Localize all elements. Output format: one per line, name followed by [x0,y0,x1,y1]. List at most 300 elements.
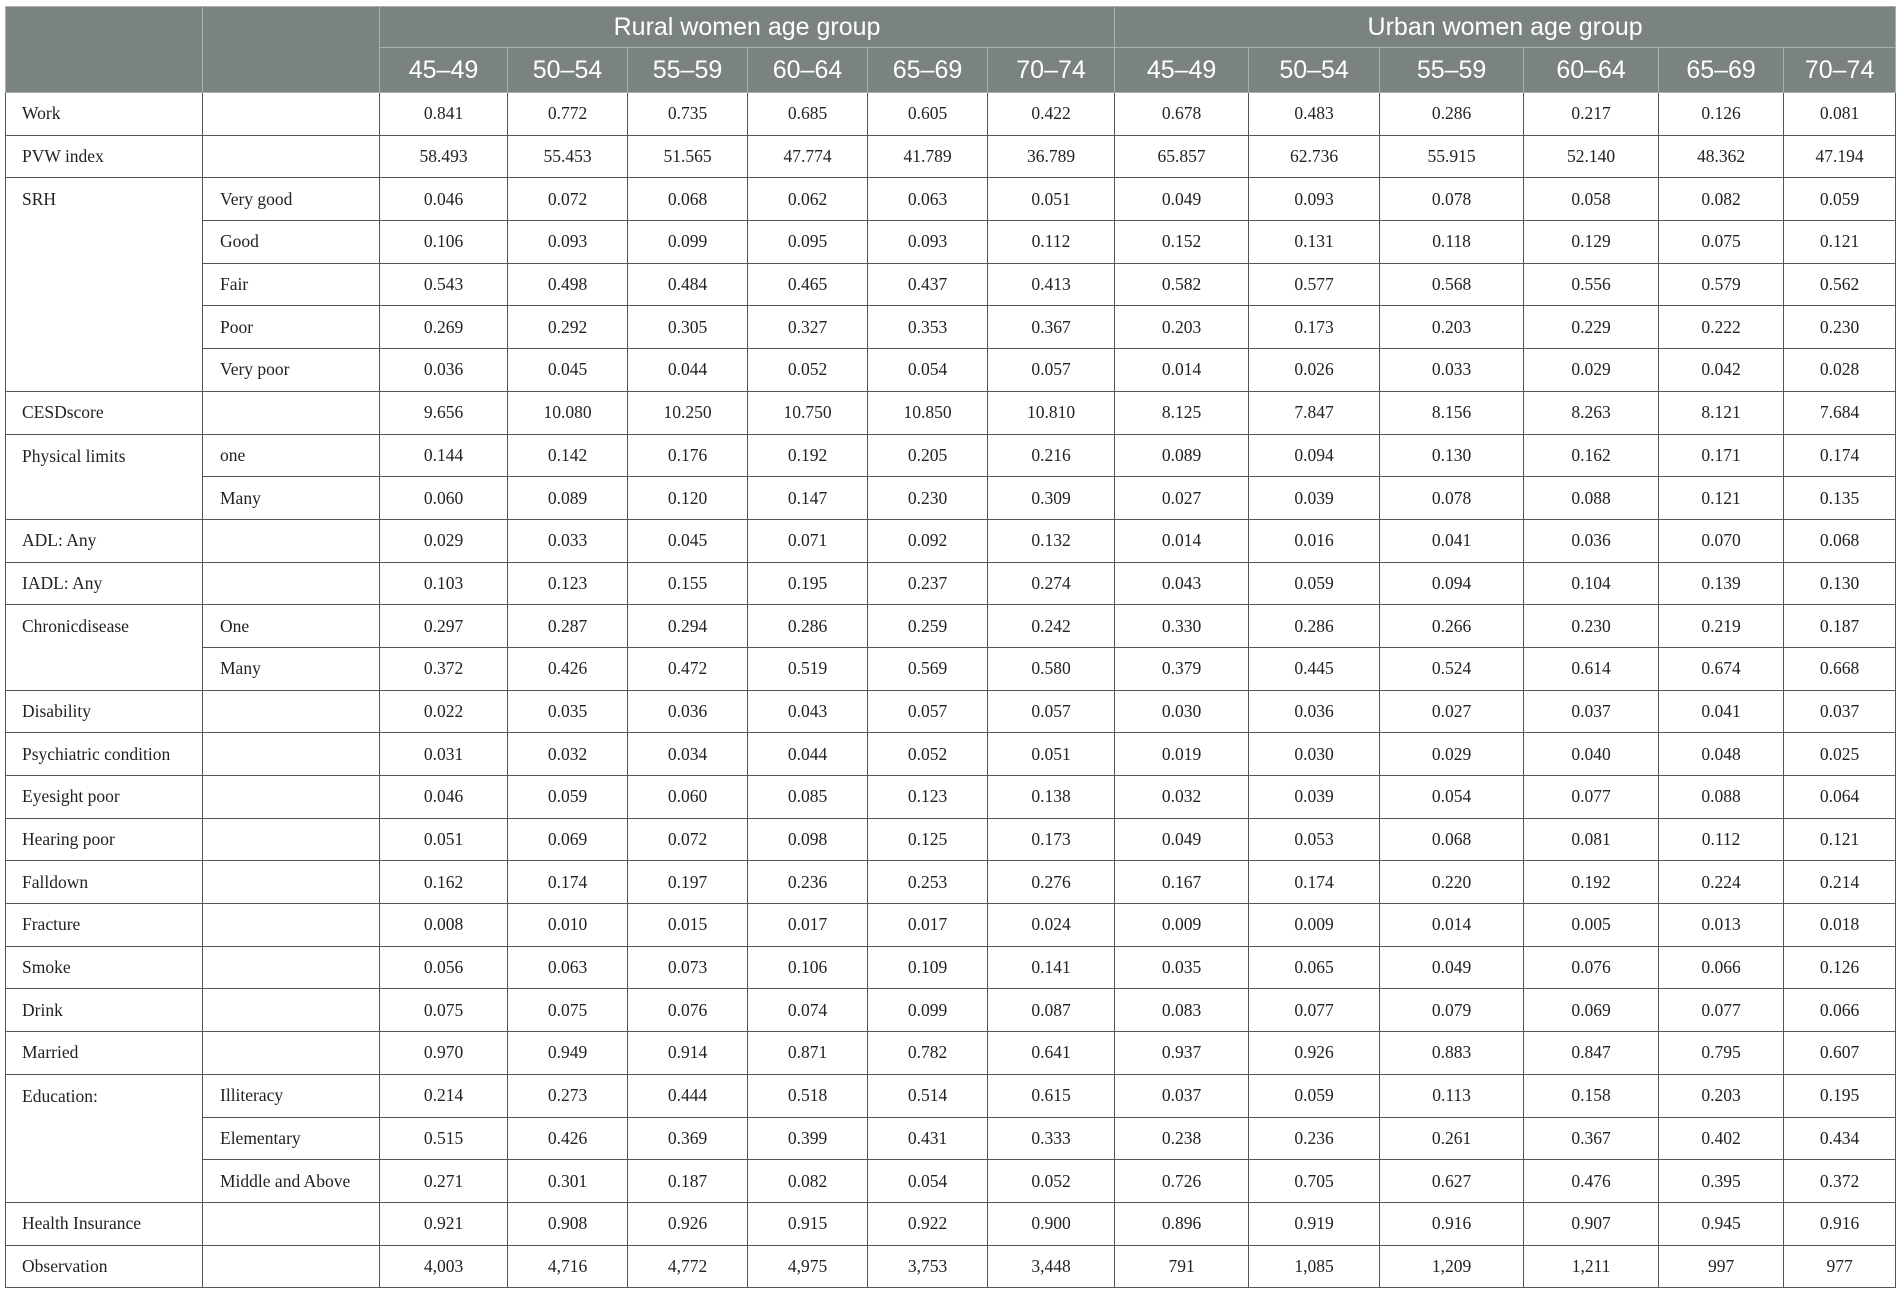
table-cell: 0.075 [380,989,508,1032]
table-cell: 0.106 [748,946,868,989]
row-label: IADL: Any [6,562,203,605]
row-sublabel: Middle and Above [203,1160,380,1203]
table-cell: 0.093 [508,221,628,264]
header-blank-sublabel [203,7,380,93]
table-cell: 0.070 [1659,519,1784,562]
row-label: Psychiatric condition [6,733,203,776]
table-cell: 0.052 [868,733,988,776]
table-cell: 0.607 [1784,1032,1896,1075]
table-cell: 0.005 [1524,904,1659,947]
table-cell: 0.126 [1659,93,1784,136]
table-cell: 0.009 [1249,904,1380,947]
row-label: Falldown [6,861,203,904]
table-cell: 0.292 [508,306,628,349]
table-cell: 0.088 [1659,776,1784,819]
table-cell: 0.022 [380,690,508,733]
header-age-rural-5: 70–74 [988,48,1115,93]
table-cell: 0.123 [508,562,628,605]
table-cell: 0.229 [1524,306,1659,349]
table-header [6,7,1896,93]
table-cell: 791 [1115,1245,1249,1288]
table-cell: 0.726 [1115,1160,1249,1203]
row-label: Observation [6,1245,203,1288]
table-cell: 0.353 [868,306,988,349]
table-cell: 0.214 [380,1074,508,1117]
table-cell: 0.046 [380,776,508,819]
table-cell: 0.379 [1115,647,1249,690]
table-cell: 0.286 [748,605,868,648]
row-sublabel [203,904,380,947]
table-cell: 0.112 [1659,818,1784,861]
table-cell: 0.041 [1659,690,1784,733]
table-cell: 0.072 [508,178,628,221]
table-cell: 0.044 [628,349,748,392]
table-cell: 8.263 [1524,391,1659,434]
table-cell: 0.112 [988,221,1115,264]
table-cell: 0.472 [628,647,748,690]
table-cell: 0.431 [868,1117,988,1160]
table-cell: 0.063 [868,178,988,221]
table-row [6,391,1896,434]
table-cell: 0.605 [868,93,988,136]
table-cell: 0.907 [1524,1202,1659,1245]
table-cell: 0.036 [1524,519,1659,562]
table-cell: 7.684 [1784,391,1896,434]
table-cell: 0.158 [1524,1074,1659,1117]
table-cell: 10.810 [988,391,1115,434]
table-cell: 0.615 [988,1074,1115,1117]
table-cell: 0.139 [1659,562,1784,605]
table-cell: 41.789 [868,135,988,178]
table-cell: 0.214 [1784,861,1896,904]
table-cell: 0.187 [628,1160,748,1203]
table-cell: 0.083 [1115,989,1249,1032]
table-cell: 0.052 [748,349,868,392]
table-row [6,1117,1896,1160]
table-cell: 0.121 [1784,818,1896,861]
table-cell: 10.080 [508,391,628,434]
table-cell: 0.042 [1659,349,1784,392]
row-label: Fracture [6,904,203,947]
table-cell: 0.152 [1115,221,1249,264]
table-cell: 0.045 [628,519,748,562]
table-cell: 0.076 [628,989,748,1032]
data-table [5,6,1896,1288]
row-label: CESDscore [6,391,203,434]
header-age-urban-3: 60–64 [1524,48,1659,93]
table-cell: 0.195 [748,562,868,605]
table-cell: 1,085 [1249,1245,1380,1288]
table-cell: 0.093 [1249,178,1380,221]
row-sublabel: Many [203,477,380,520]
table-cell: 0.237 [868,562,988,605]
table-cell: 0.174 [1784,434,1896,477]
table-cell: 0.171 [1659,434,1784,477]
table-cell: 0.017 [748,904,868,947]
table-cell: 0.426 [508,1117,628,1160]
row-sublabel: One [203,605,380,648]
group-header-row [6,7,1896,48]
row-label: Drink [6,989,203,1032]
table-cell: 0.027 [1380,690,1524,733]
row-label: Eyesight poor [6,776,203,819]
table-row [6,434,1896,477]
table-cell: 58.493 [380,135,508,178]
header-rural-group: Rural women age group [380,7,1115,48]
table-cell: 0.437 [868,263,988,306]
table-row [6,1074,1896,1117]
table-cell: 65.857 [1115,135,1249,178]
table-cell: 0.147 [748,477,868,520]
table-cell: 0.395 [1659,1160,1784,1203]
table-cell: 0.372 [1784,1160,1896,1203]
table-row [6,776,1896,819]
table-cell: 0.883 [1380,1032,1524,1075]
table-cell: 0.259 [868,605,988,648]
table-cell: 0.030 [1115,690,1249,733]
table-cell: 0.908 [508,1202,628,1245]
table-cell: 0.900 [988,1202,1115,1245]
table-row [6,1032,1896,1075]
table-cell: 0.098 [748,818,868,861]
table-cell: 8.121 [1659,391,1784,434]
table-row [6,818,1896,861]
table-cell: 997 [1659,1245,1784,1288]
table-cell: 0.018 [1784,904,1896,947]
table-cell: 0.937 [1115,1032,1249,1075]
table-cell: 0.121 [1784,221,1896,264]
table-cell: 0.579 [1659,263,1784,306]
table-cell: 0.072 [628,818,748,861]
row-sublabel [203,818,380,861]
table-cell: 0.705 [1249,1160,1380,1203]
row-sublabel: one [203,434,380,477]
table-cell: 0.465 [748,263,868,306]
row-sublabel: Fair [203,263,380,306]
table-row [6,605,1896,648]
table-cell: 9.656 [380,391,508,434]
table-cell: 0.238 [1115,1117,1249,1160]
table-cell: 0.330 [1115,605,1249,648]
table-cell: 4,716 [508,1245,628,1288]
table-cell: 0.197 [628,861,748,904]
table-cell: 0.051 [988,178,1115,221]
table-cell: 0.054 [868,349,988,392]
table-cell: 0.926 [1249,1032,1380,1075]
table-row [6,178,1896,221]
table-cell: 0.106 [380,221,508,264]
table-cell: 0.261 [1380,1117,1524,1160]
table-cell: 0.087 [988,989,1115,1032]
table-row [6,1160,1896,1203]
row-label: Smoke [6,946,203,989]
table-cell: 0.113 [1380,1074,1524,1117]
table-cell: 0.017 [868,904,988,947]
table-cell: 47.774 [748,135,868,178]
table-cell: 0.123 [868,776,988,819]
table-cell: 3,448 [988,1245,1115,1288]
table-cell: 0.025 [1784,733,1896,776]
table-cell: 0.297 [380,605,508,648]
table-container [5,6,1895,1288]
table-cell: 0.367 [1524,1117,1659,1160]
table-cell: 0.077 [1249,989,1380,1032]
table-cell: 0.043 [748,690,868,733]
row-label: Hearing poor [6,818,203,861]
table-row [6,733,1896,776]
table-cell: 0.049 [1115,818,1249,861]
table-cell: 0.484 [628,263,748,306]
table-cell: 0.095 [748,221,868,264]
table-cell: 0.073 [628,946,748,989]
table-cell: 0.019 [1115,733,1249,776]
table-cell: 0.568 [1380,263,1524,306]
table-row [6,647,1896,690]
table-cell: 0.569 [868,647,988,690]
table-cell: 0.426 [508,647,628,690]
table-cell: 7.847 [1249,391,1380,434]
row-label: ADL: Any [6,519,203,562]
table-cell: 0.027 [1115,477,1249,520]
row-sublabel: Elementary [203,1117,380,1160]
table-cell: 0.372 [380,647,508,690]
table-cell: 0.026 [1249,349,1380,392]
table-cell: 0.402 [1659,1117,1784,1160]
table-cell: 0.076 [1524,946,1659,989]
table-cell: 0.949 [508,1032,628,1075]
table-cell: 0.056 [380,946,508,989]
table-cell: 0.582 [1115,263,1249,306]
table-cell: 0.075 [508,989,628,1032]
table-cell: 0.970 [380,1032,508,1075]
table-cell: 0.236 [1249,1117,1380,1160]
table-cell: 0.130 [1784,562,1896,605]
table-cell: 0.220 [1380,861,1524,904]
row-sublabel [203,562,380,605]
table-cell: 0.059 [508,776,628,819]
table-cell: 0.519 [748,647,868,690]
table-cell: 0.060 [628,776,748,819]
table-cell: 0.674 [1659,647,1784,690]
table-row [6,135,1896,178]
table-cell: 0.286 [1380,93,1524,136]
table-cell: 0.037 [1784,690,1896,733]
table-cell: 0.057 [988,349,1115,392]
table-cell: 0.192 [748,434,868,477]
table-row [6,306,1896,349]
table-cell: 0.135 [1784,477,1896,520]
row-sublabel [203,519,380,562]
table-cell: 0.195 [1784,1074,1896,1117]
table-cell: 8.125 [1115,391,1249,434]
table-cell: 0.301 [508,1160,628,1203]
table-cell: 0.121 [1659,477,1784,520]
row-sublabel: Poor [203,306,380,349]
table-row [6,904,1896,947]
table-cell: 0.039 [1249,477,1380,520]
table-cell: 0.916 [1380,1202,1524,1245]
row-sublabel [203,690,380,733]
table-cell: 0.079 [1380,989,1524,1032]
table-cell: 0.483 [1249,93,1380,136]
table-cell: 0.081 [1784,93,1896,136]
table-cell: 0.142 [508,434,628,477]
table-cell: 0.273 [508,1074,628,1117]
table-cell: 0.141 [988,946,1115,989]
table-cell: 0.041 [1380,519,1524,562]
table-cell: 0.058 [1524,178,1659,221]
table-cell: 0.036 [628,690,748,733]
table-row [6,477,1896,520]
table-cell: 0.514 [868,1074,988,1117]
row-sublabel [203,1032,380,1075]
table-cell: 0.916 [1784,1202,1896,1245]
table-cell: 0.033 [1380,349,1524,392]
table-cell: 0.266 [1380,605,1524,648]
header-age-rural-4: 65–69 [868,48,988,93]
table-cell: 0.219 [1659,605,1784,648]
table-cell: 0.735 [628,93,748,136]
table-cell: 0.162 [1524,434,1659,477]
table-row [6,519,1896,562]
table-cell: 0.847 [1524,1032,1659,1075]
table-cell: 0.577 [1249,263,1380,306]
table-cell: 0.054 [868,1160,988,1203]
table-cell: 0.078 [1380,477,1524,520]
table-cell: 0.008 [380,904,508,947]
table-cell: 0.614 [1524,647,1659,690]
table-cell: 0.230 [1784,306,1896,349]
table-cell: 0.068 [628,178,748,221]
table-cell: 0.445 [1249,647,1380,690]
table-cell: 10.850 [868,391,988,434]
table-cell: 0.192 [1524,861,1659,904]
row-sublabel [203,733,380,776]
row-label: Physical limits [6,434,203,519]
table-cell: 0.088 [1524,477,1659,520]
row-sublabel [203,1202,380,1245]
table-cell: 0.203 [1380,306,1524,349]
table-cell: 0.030 [1249,733,1380,776]
table-cell: 0.092 [868,519,988,562]
table-cell: 0.094 [1380,562,1524,605]
table-cell: 0.287 [508,605,628,648]
table-cell: 0.037 [1524,690,1659,733]
table-cell: 0.915 [748,1202,868,1245]
table-cell: 0.668 [1784,647,1896,690]
table-cell: 0.046 [380,178,508,221]
table-cell: 0.919 [1249,1202,1380,1245]
table-cell: 0.051 [988,733,1115,776]
table-cell: 0.253 [868,861,988,904]
table-cell: 0.543 [380,263,508,306]
table-cell: 0.222 [1659,306,1784,349]
table-cell: 0.271 [380,1160,508,1203]
table-cell: 0.305 [628,306,748,349]
table-cell: 0.010 [508,904,628,947]
table-cell: 0.036 [1249,690,1380,733]
header-age-urban-5: 70–74 [1784,48,1896,93]
table-cell: 0.071 [748,519,868,562]
table-row [6,1245,1896,1288]
table-cell: 0.216 [988,434,1115,477]
table-cell: 4,975 [748,1245,868,1288]
table-cell: 0.795 [1659,1032,1784,1075]
row-sublabel: Very good [203,178,380,221]
table-cell: 0.144 [380,434,508,477]
table-cell: 0.173 [1249,306,1380,349]
table-cell: 55.453 [508,135,628,178]
table-cell: 0.057 [988,690,1115,733]
row-sublabel: Many [203,647,380,690]
table-cell: 0.049 [1115,178,1249,221]
table-cell: 0.048 [1659,733,1784,776]
table-cell: 0.205 [868,434,988,477]
table-cell: 0.065 [1249,946,1380,989]
table-cell: 0.094 [1249,434,1380,477]
table-cell: 0.162 [380,861,508,904]
table-cell: 0.129 [1524,221,1659,264]
table-cell: 0.217 [1524,93,1659,136]
table-cell: 0.039 [1249,776,1380,819]
table-cell: 0.068 [1784,519,1896,562]
table-cell: 0.921 [380,1202,508,1245]
table-cell: 0.109 [868,946,988,989]
table-cell: 0.014 [1115,519,1249,562]
table-cell: 0.040 [1524,733,1659,776]
table-cell: 0.138 [988,776,1115,819]
table-cell: 0.294 [628,605,748,648]
table-cell: 0.230 [868,477,988,520]
table-cell: 0.498 [508,263,628,306]
table-cell: 0.131 [1249,221,1380,264]
table-cell: 0.132 [988,519,1115,562]
row-sublabel [203,776,380,819]
table-cell: 0.064 [1784,776,1896,819]
table-cell: 0.043 [1115,562,1249,605]
table-cell: 0.518 [748,1074,868,1117]
table-cell: 0.077 [1524,776,1659,819]
row-sublabel [203,1245,380,1288]
table-cell: 0.174 [508,861,628,904]
table-cell: 0.037 [1115,1074,1249,1117]
row-sublabel [203,989,380,1032]
header-age-rural-2: 55–59 [628,48,748,93]
table-cell: 0.031 [380,733,508,776]
table-cell: 0.230 [1524,605,1659,648]
table-cell: 0.772 [508,93,628,136]
table-cell: 0.069 [508,818,628,861]
table-cell: 0.556 [1524,263,1659,306]
row-label: SRH [6,178,203,391]
table-body [6,93,1896,1288]
table-cell: 0.074 [748,989,868,1032]
table-cell: 0.203 [1659,1074,1784,1117]
header-urban-group: Urban women age group [1115,7,1896,48]
table-cell: 0.044 [748,733,868,776]
table-cell: 0.054 [1380,776,1524,819]
table-cell: 0.057 [868,690,988,733]
table-cell: 0.089 [508,477,628,520]
table-cell: 0.444 [628,1074,748,1117]
table-row [6,1202,1896,1245]
table-cell: 0.562 [1784,263,1896,306]
table-cell: 0.286 [1249,605,1380,648]
table-cell: 0.922 [868,1202,988,1245]
table-row [6,861,1896,904]
table-cell: 0.627 [1380,1160,1524,1203]
table-cell: 0.118 [1380,221,1524,264]
